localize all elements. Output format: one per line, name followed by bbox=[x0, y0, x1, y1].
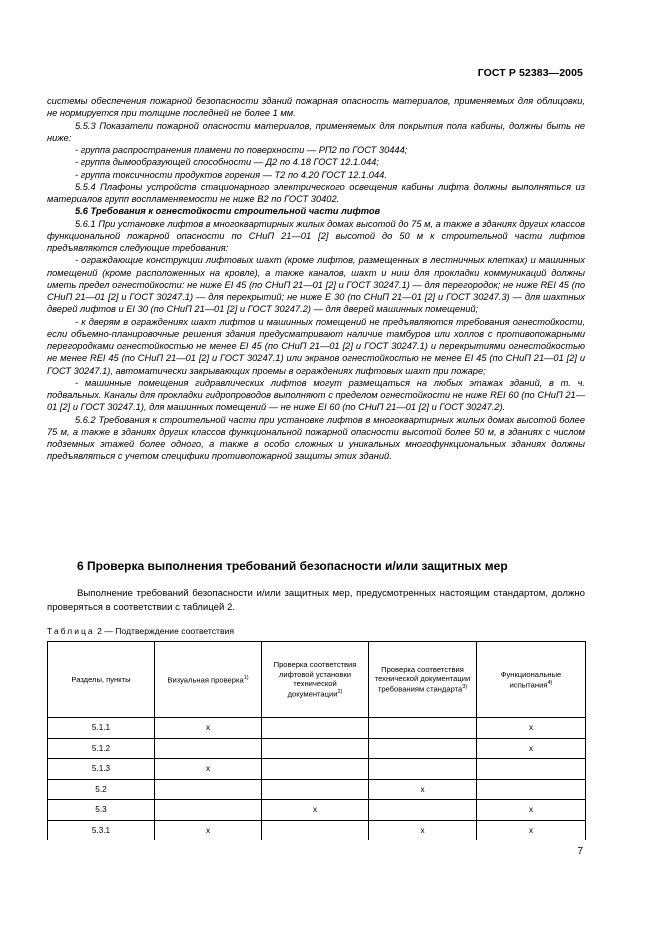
body-paragraph: 5.5.3 Показатели пожарной опасности материалов, применяемых для покрытия пола кабины, должны быть не ниже: bbox=[47, 120, 585, 143]
body-paragraph: - группа распространения пламени по поверхности — РП2 по ГОСТ 30444; bbox=[75, 145, 408, 155]
table-header-footnote-mark: 1) bbox=[243, 675, 249, 682]
body-paragraph: - машинные помещения гидравлических лифтов могут размещаться на любых этажах зданий, в т. ч. подвальных. Каналы для прокладки гидропроводов выполняют с пределом огнестойкости не ниже REI 60 (по СНиП 21—01 [2] и ГОСТ 30247.1), для машинных помещений — не ниже EI 60 (по СНиП 21—01 [2] и ГОСТ 30247.2). bbox=[47, 377, 585, 413]
table-header-text: Проверка соответствия технической документации требованиям стандарта bbox=[374, 664, 471, 694]
table-caption bbox=[47, 626, 234, 636]
table-header-cell bbox=[477, 642, 586, 718]
section-6-text-block bbox=[47, 587, 585, 614]
table-cell-mark bbox=[262, 718, 369, 739]
table-header-text: Разделы, пункты bbox=[71, 674, 131, 684]
table-header-cell bbox=[262, 642, 369, 718]
table-cell-section: 5.1.3 bbox=[48, 759, 155, 780]
table-cell-mark: x bbox=[369, 820, 477, 840]
table-row bbox=[48, 718, 586, 739]
table-cell-mark: x bbox=[477, 718, 586, 739]
body-paragraph: 5.6.2 Требования к строительной части при установке лифтов в многоквартирных жилых домах высотой более 75 м, а также в зданиях других классов функциональной пожарной опасности высотой более 50 м, в зданиях с числом подземных этажей более одного, а также в особо сложных и уникальных многофункциональных зданиях должны предъявляться с учетом специфики противопожарной защиты этих зданий. bbox=[47, 414, 585, 462]
table-cell-mark bbox=[155, 800, 262, 821]
table-cell-mark bbox=[262, 759, 369, 780]
table-cell-section: 5.3.1 bbox=[48, 820, 155, 840]
table-header-cell bbox=[369, 642, 477, 718]
table-header-row bbox=[48, 642, 586, 718]
table-cell-mark: x bbox=[477, 820, 586, 840]
body-paragraph: - группа дымообразующей способности — Д2 по 4.18 ГОСТ 12.1.044; bbox=[75, 157, 379, 168]
table-row bbox=[48, 800, 586, 821]
body-text bbox=[47, 95, 585, 463]
section-6-title: 6 Проверка выполнения требований безопасности и/или защитных мер bbox=[77, 559, 508, 573]
table-header-text: Проверка соответствия лифтовой установки технической документации bbox=[273, 660, 357, 699]
table-cell-mark bbox=[262, 820, 369, 840]
table-header-cell bbox=[155, 642, 262, 718]
table-cell-mark bbox=[477, 779, 586, 800]
table-cell-mark bbox=[369, 759, 477, 780]
table-cell-section: 5.3 bbox=[48, 800, 155, 821]
table-cell-mark: x bbox=[155, 759, 262, 780]
table-cell-mark: x bbox=[369, 779, 477, 800]
table-cell-mark bbox=[155, 779, 262, 800]
table-header-footnote-mark: 2) bbox=[337, 688, 343, 695]
table-cell-mark bbox=[262, 779, 369, 800]
table-row bbox=[48, 820, 586, 840]
body-paragraph: 5.5.4 Плафоны устройств стационарного электрического освещения кабины лифта должны выполняться из материалов групп воспламеняемости не ниже В2 по ГОСТ 30402. bbox=[47, 181, 585, 204]
table-cell-mark: x bbox=[262, 800, 369, 821]
table-cell-mark bbox=[262, 738, 369, 759]
table-row bbox=[48, 738, 586, 759]
table-cell-mark bbox=[369, 738, 477, 759]
table-header-footnote-mark: 4) bbox=[547, 679, 553, 686]
table-cell-mark bbox=[369, 800, 477, 821]
page-number: 7 bbox=[577, 846, 583, 857]
body-paragraph: 5.6.1 При установке лифтов в многоквартирных жилых домах высотой до 75 м, а также в зданиях других классов функциональной пожарной опасности по СНиП 21—01 [2] высотой до 50 м к строительной части лифтов предъявляются следующие требования: bbox=[47, 218, 585, 253]
table-cell-section: 5.1.2 bbox=[48, 738, 155, 759]
table-body bbox=[48, 718, 586, 841]
table-cell-mark bbox=[155, 738, 262, 759]
table-header-text: Визуальная проверка bbox=[167, 675, 244, 685]
table-cell-section: 5.1.1 bbox=[48, 718, 155, 739]
table-header-footnote-mark: 3) bbox=[462, 684, 468, 691]
body-paragraph: - ограждающие конструкции лифтовых шахт (кроме лифтов, размещенных в лестничных клетках) и машинных помещений (кроме расположенных на кровле), а также каналов, шахт и ниш для прокладки коммуникаций должны иметь предел огнестойкости: не ниже EI 45 (по СНиП 21—01 [2] и ГОСТ 30247.1) — для перегородок; не ниже REI 45 (по СНиП 21—01 [2] и ГОСТ 30247.1) — для перекрытий; не ниже Е 30 (по СНиП 21—01 [2] и ГОСТ 30247.3) — для шахтных дверей лифтов и EI 30 (по СНиП 21—01 [2] и ГОСТ 30247.2) — для дверей машинных помещений; bbox=[47, 255, 585, 315]
table-caption-text: 2 — Подтверждение соответствия bbox=[94, 626, 234, 636]
table-cell-mark: x bbox=[477, 800, 586, 821]
table-cell-mark: x bbox=[155, 718, 262, 739]
table-row bbox=[48, 759, 586, 780]
table-header-text: Функциональные испытания bbox=[500, 669, 562, 690]
table-cell-mark: x bbox=[477, 738, 586, 759]
table-header-cell bbox=[48, 642, 155, 718]
table-row bbox=[48, 779, 586, 800]
conformity-table bbox=[47, 641, 586, 840]
standard-header: ГОСТ Р 52383—2005 bbox=[477, 67, 583, 79]
table-cell-section: 5.2 bbox=[48, 779, 155, 800]
body-paragraph: системы обеспечения пожарной безопасности зданий пожарная опасность материалов, применяемых для облицовки, не нормируется при толщине последней не более 1 мм. bbox=[47, 96, 585, 119]
table-cell-mark bbox=[369, 718, 477, 739]
body-paragraph: - группа токсичности продуктов горения — Т2 по 4.20 ГОСТ 12.1.044. bbox=[75, 169, 387, 180]
section-6-paragraph: Выполнение требований безопасности и/или защитных мер, предусмотренных настоящим стандартом, должно проверяться в соответствии с таблицей 2. bbox=[47, 588, 585, 613]
table-cell-mark: x bbox=[155, 820, 262, 840]
subsection-heading: 5.6 Требования к огнестойкости строительной части лифтов bbox=[75, 206, 381, 217]
table-caption-label: Таблица bbox=[47, 626, 95, 636]
body-paragraph: - к дверям в ограждениях шахт лифтов и машинных помещений не предъявляются требования огнестойкости, если объемно-планировочные решения здания предусматривают наличие тамбуров или холлов с противопожарными перегородками огнестойкостью не менее EI 45 (по СНиП 21—01 [2] и ГОСТ 30247.1) и перекрытиями огнестойкостью не менее REI 45 (по СНиП 21—01 [2] и ГОСТ 30247.1) или экранов огнестойкостью не менее EI 45 (по СНиП 21—01 [2] и ГОСТ 30247.1), автоматически закрывающих проемы в ограждениях лифтовых шахт при пожаре; bbox=[47, 316, 585, 376]
table-cell-mark bbox=[477, 759, 586, 780]
